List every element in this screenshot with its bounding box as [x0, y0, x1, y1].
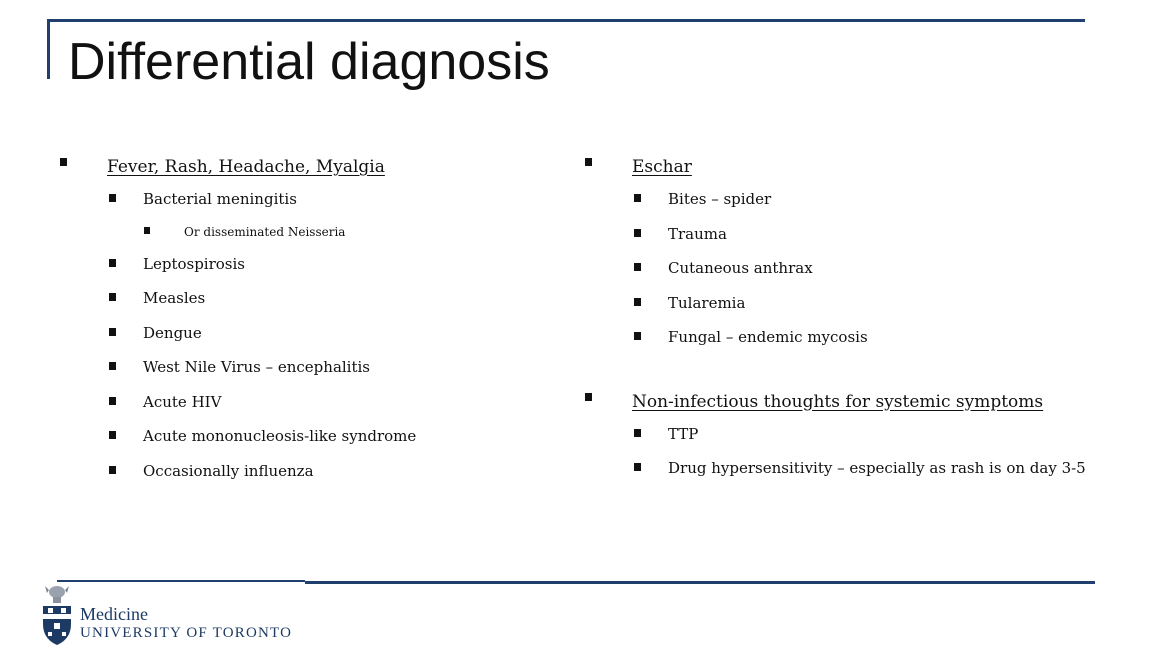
- list-item: [60, 350, 560, 385]
- list-item-text: Leptospirosis: [143, 254, 245, 273]
- list-item: [585, 286, 1125, 321]
- left-border-line: [47, 19, 50, 79]
- list-item: [60, 182, 560, 217]
- heading-text: Eschar: [632, 157, 692, 177]
- list-item: [585, 417, 1125, 452]
- list-item-text: Cutaneous anthrax: [668, 259, 813, 277]
- bullet-icon: [109, 466, 116, 474]
- bullet-icon: [634, 332, 641, 340]
- list-item: [585, 320, 1125, 355]
- bullet-icon: [109, 194, 116, 202]
- list-item-text: Trauma: [668, 224, 727, 243]
- brand-university: UNIVERSITY OF TORONTO: [80, 625, 293, 641]
- bullet-icon: [634, 263, 641, 271]
- sub-list-item-text: Or disseminated Neisseria: [184, 224, 346, 239]
- list-item: [60, 454, 560, 489]
- list-item: [585, 451, 1125, 486]
- list-item: [585, 182, 1125, 217]
- list-item: [585, 217, 1125, 252]
- bullet-icon: [109, 397, 116, 405]
- list-item: [585, 251, 1125, 286]
- list-item: [60, 247, 560, 282]
- brand-faculty: Medicine: [80, 604, 148, 624]
- list-item-text: Acute HIV: [143, 392, 222, 411]
- list-heading: [60, 152, 560, 182]
- list-item: [60, 419, 560, 454]
- list-item-text: Bacterial meningitis: [143, 190, 297, 208]
- footer-divider-left: [57, 580, 305, 582]
- list-item-text: Drug hypersensitivity – especially as rash is on day 3-5: [668, 459, 1086, 477]
- right-column: [585, 152, 1125, 486]
- top-border-line: [48, 19, 1085, 22]
- list-item-text: Occasionally influenza: [143, 461, 314, 480]
- bullet-icon: [109, 328, 116, 336]
- bullet-icon: [634, 463, 641, 471]
- bullet-icon: [585, 393, 592, 401]
- list-heading: [585, 152, 1125, 182]
- bullet-icon: [109, 259, 116, 267]
- list-item: [60, 385, 560, 420]
- list-item-text: West Nile Virus – encephalitis: [143, 358, 370, 376]
- left-column: [60, 152, 560, 488]
- list-item-text: Dengue: [143, 323, 202, 342]
- bullet-icon: [109, 431, 116, 439]
- bullet-icon: [634, 429, 641, 437]
- footer-divider-right: [305, 581, 1095, 584]
- bullet-icon: [634, 194, 641, 202]
- list-item-text: Fungal – endemic mycosis: [668, 328, 868, 346]
- list-heading: [585, 387, 1125, 417]
- list-item-text: Measles: [143, 289, 206, 307]
- list-item-text: TTP: [668, 424, 699, 443]
- list-item-text: Acute mononucleosis-like syndrome: [143, 427, 417, 445]
- bullet-icon: [109, 362, 116, 370]
- bullet-icon: [634, 229, 641, 237]
- list-item: [60, 281, 560, 316]
- list-item-text: Bites – spider: [668, 190, 772, 208]
- heading-text: Fever, Rash, Headache, Myalgia: [107, 157, 385, 177]
- list-item-text: Tularemia: [668, 293, 746, 312]
- bullet-icon: [60, 158, 67, 166]
- list-item: [60, 316, 560, 351]
- university-crest-icon: [40, 584, 74, 646]
- heading-text: Non-infectious thoughts for systemic symptoms: [632, 391, 1044, 412]
- bullet-icon: [144, 227, 150, 234]
- bullet-icon: [585, 158, 592, 166]
- sub-list-item: [60, 217, 560, 247]
- slide-title: Differential diagnosis: [68, 33, 550, 91]
- bullet-icon: [109, 293, 116, 301]
- section-gap: [585, 355, 1125, 387]
- bullet-icon: [634, 298, 641, 306]
